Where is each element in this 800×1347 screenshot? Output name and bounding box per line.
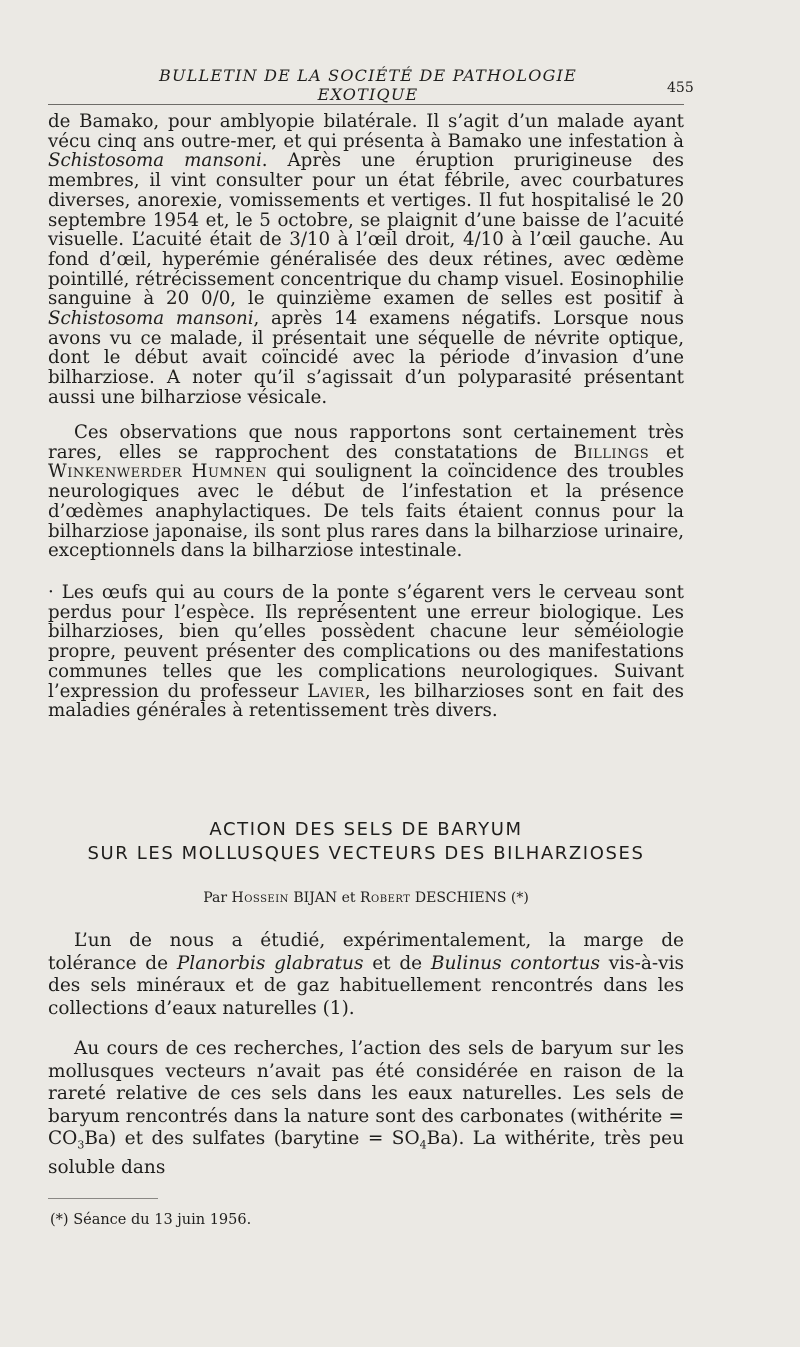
page-number: 455	[667, 80, 694, 96]
byline-par: Par	[203, 890, 228, 906]
text-run: Au cours de ces recherches, l’action des sels de baryum sur les mollusques vecteurs n’avait pas été considérée en raison de la rareté relative de ces sels dans les eaux naturelles. Les sels de baryum rencontrés dans la nature sont des carbonates (withérite = CO	[48, 1038, 684, 1149]
text-run: Ces observations que nous rapportons sont certainement très rares, elles se rapprochent des constatations de	[48, 422, 684, 463]
text-run: de Bamako, pour amblyopie bilatérale. Il s’agit d’un malade ayant vécu cinq ans outre-mer, et qui présenta à Bamako une infestation à	[48, 111, 684, 152]
text-run: et de	[363, 952, 431, 974]
footnote-text: Séance du 13 juin 1956.	[73, 1212, 252, 1228]
paragraph-intro	[48, 930, 684, 1020]
author-name: Winkenwerder	[48, 461, 183, 483]
byline-and: et	[341, 890, 356, 906]
author-first-name: Robert	[360, 890, 411, 906]
text-run: · Les œufs qui au cours de la ponte s’égarent vers le cerveau sont perdus pour l’espèce. Ils représentent une erreur biologique. Les bilharzioses, bien qu’elles possèdent chacune leur séméiologie propre, peuvent présenter des complications ou des manifestations communes telles que les complications neurologiques. Suivant l’expression du professeur	[48, 582, 684, 702]
text-run: et	[649, 441, 684, 463]
author-name: Billings	[573, 441, 650, 463]
paragraph-conclusion	[48, 583, 684, 721]
species-name: Schistosoma mansoni	[48, 308, 254, 330]
footnote-rule	[48, 1198, 158, 1199]
author-name: Lavier	[307, 680, 365, 702]
text-run: vis-à-vis des sels minéraux et de gaz habituellement rencontrés dans les collections d’eaux naturelles (1).	[48, 952, 684, 1019]
text-run: L’un de nous a étudié, expérimentalement, la marge de tolérance de	[48, 930, 684, 974]
species-name: Bulinus contortus	[430, 952, 600, 974]
text-run: qui soulignent la coïncidence des troubles neurologiques avec le début de l’infestation et la présence d’œdèmes anaphylactiques. De tels faits étaient connus pour la bilharziose japonaise, ils sont plus rares dans la bilharziose urinaire, exceptionnels dans la bilharziose intestinale.	[48, 461, 684, 562]
species-name: Schistosoma mansoni	[48, 150, 262, 172]
paragraph-barium-salts	[48, 1038, 684, 1180]
running-title: BULLETIN DE LA SOCIÉTÉ DE PATHOLOGIE EXOTIQUE	[159, 66, 577, 104]
text-run: Ba) et des sulfates (barytine = SO	[84, 1128, 420, 1149]
article-title-line-2: SUR LES MOLLUSQUES VECTEURS DES BILHARZIOSES	[87, 843, 645, 864]
text-run: Ba). La withérite, très peu soluble dans	[48, 1128, 685, 1179]
paragraph-observations	[48, 423, 684, 561]
author-name: Humnen	[191, 461, 267, 483]
subscript: 3	[77, 1138, 85, 1152]
author-last-name: DESCHIENS	[414, 890, 507, 906]
text-run: , les bilharzioses sont en fait des maladies générales à retentissement très divers.	[48, 680, 684, 722]
author-first-name: Hossein	[231, 890, 289, 906]
article-title	[48, 818, 684, 866]
subscript: 4	[419, 1138, 427, 1152]
paragraph-case-report	[48, 112, 684, 408]
byline	[48, 890, 684, 906]
text-run	[182, 461, 191, 482]
footnote	[50, 1212, 251, 1228]
text-run: , après 14 examens négatifs. Lorsque nous avons vu ce malade, il présentait une séquelle de névrite optique, dont le début avait coïncidé avec la période d’invasion d’une bilharziose. A noter qu’il s’agissait d’un polyparasité présentant aussi une bilharziose vésicale.	[48, 308, 684, 408]
footnote-marker: (*)	[50, 1212, 69, 1228]
text-run: . Après une éruption prurigineuse des membres, il vint consulter pour un état fébrile, avec courbatures diverses, anorexie, vomissements et vertiges. Il fut hospitalisé le 20 septembre 1954 et, le 5 octobre, se plaignit d’une baisse de l’acuité visuelle. L’acuité était de 3/10 à l’œil droit, 4/10 à l’œil gauche. Au fond d’œil, hyperémie généralisée des deux rétines, avec œdème pointillé, rétrécissement concentrique du champ visuel. Eosinophilie sanguine à 20 0/0, le quinzième examen de selles est positif à	[48, 150, 684, 310]
species-name: Planorbis glabratus	[176, 952, 364, 974]
article-title-line-1: ACTION DES SELS DE BARYUM	[209, 819, 523, 840]
footnote-marker: (*)	[510, 890, 529, 906]
author-last-name: BIJAN	[293, 890, 338, 906]
header-rule	[48, 104, 684, 105]
